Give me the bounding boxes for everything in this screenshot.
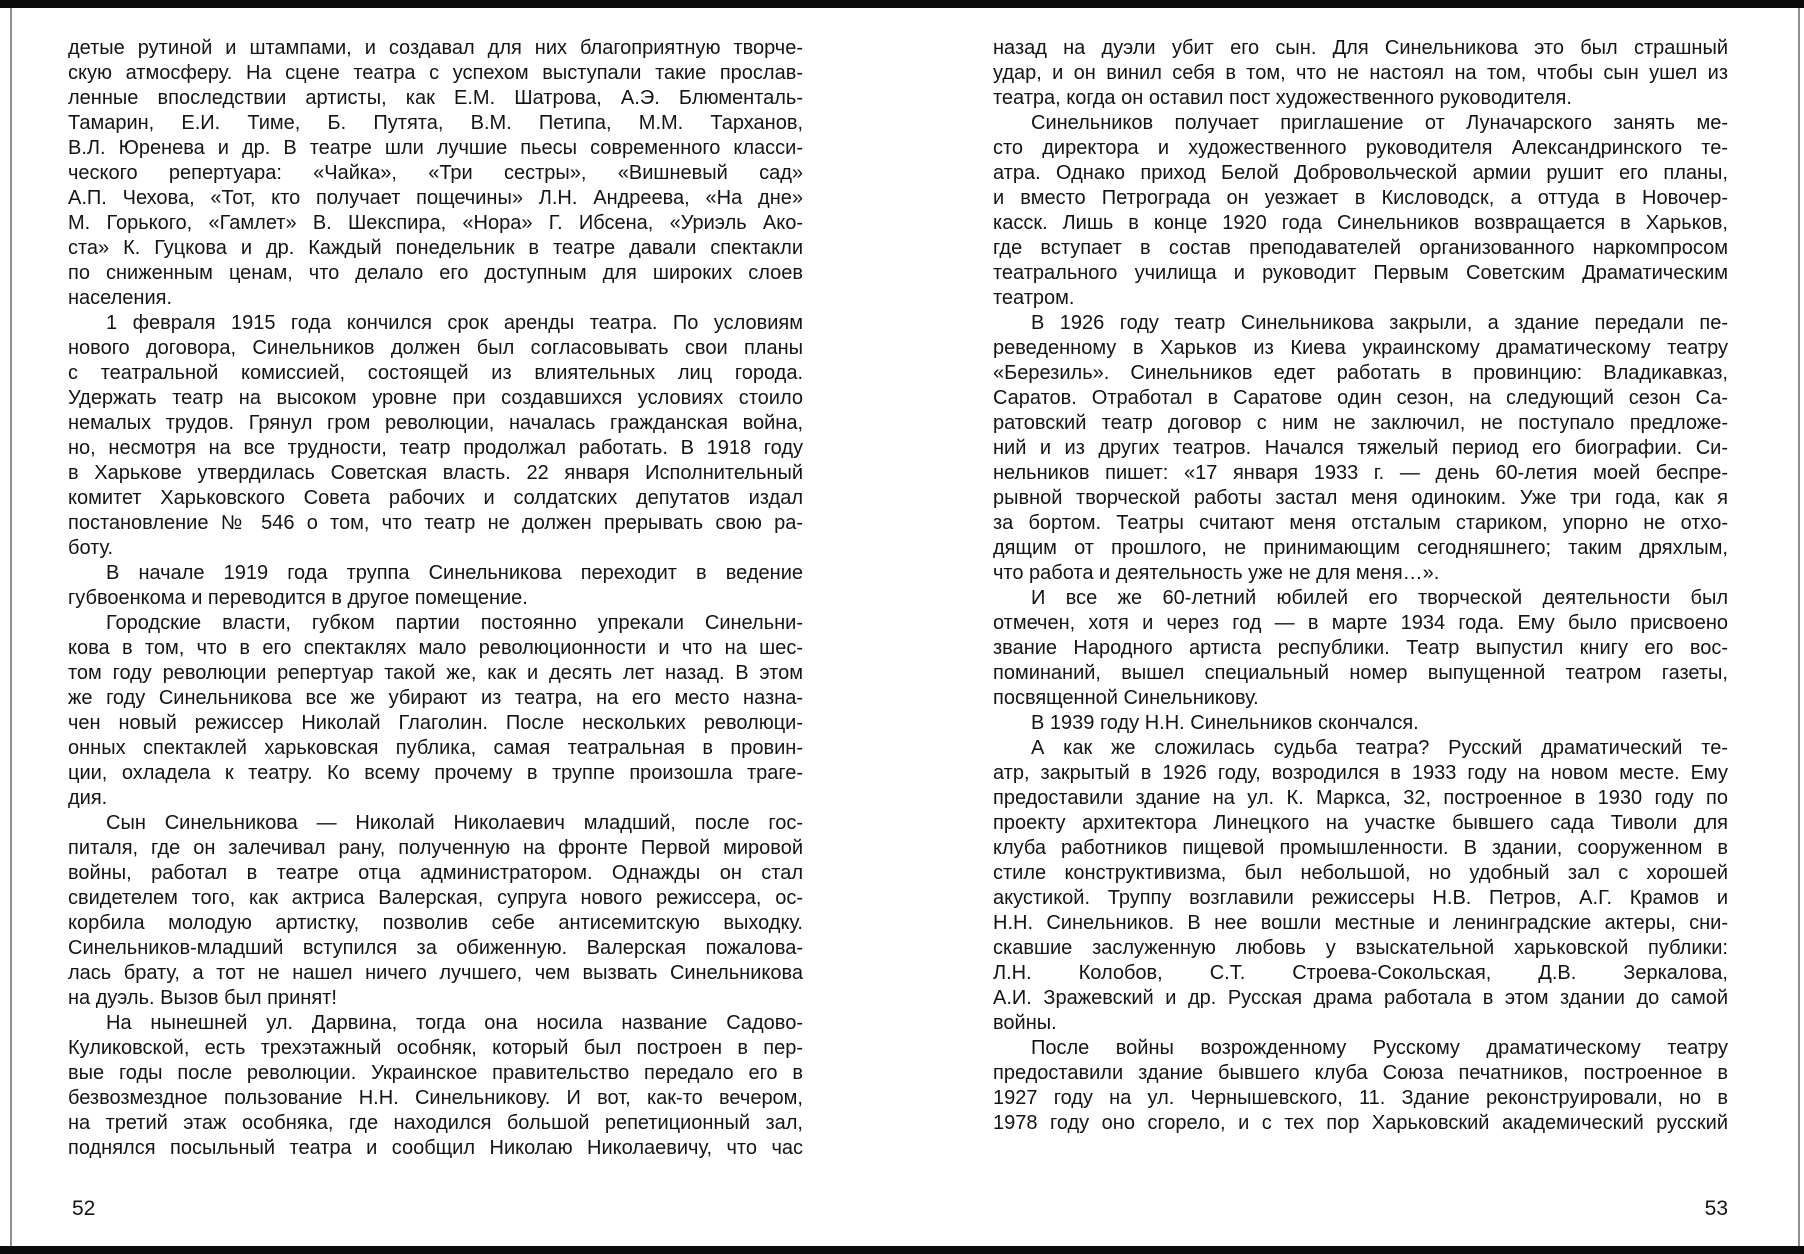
text-line: Куликовской, есть трехэтажный особняк, который был построен в пер- — [68, 1037, 803, 1059]
text-line: На нынешней ул. Дарвина, тогда она носила название Садово- — [106, 1012, 803, 1034]
text-line: В 1926 году театр Синельникова закрыли, а здание передали пе- — [1031, 312, 1728, 334]
text-line: нельников пишет: «17 января 1933 г. — день 60-летия моей беспре- — [993, 462, 1728, 484]
text-line: театрального училища и руководит Первым Советским Драматическим — [993, 262, 1728, 284]
text-line: звание Народного артиста республики. Театр выпустил книгу его вос- — [993, 637, 1728, 659]
text-line: немалых трудов. Грянул гром революции, началась гражданская война, — [68, 412, 803, 434]
text-line: ческого репертуара: «Чайка», «Три сестры», «Вишневый сад» — [68, 162, 803, 184]
text-line: Н.Н. Синельников. В нее вошли местные и ленинградские актеры, сни- — [993, 912, 1728, 934]
text-line: ний и из других театров. Начался тяжелый период его биографии. Си- — [993, 437, 1728, 459]
text-line: нового договора, Синельников должен был согласовывать свои планы — [68, 337, 803, 359]
text-line: войны. — [993, 1012, 1057, 1034]
text-line: Синельников получает приглашение от Луначарского занять ме- — [1031, 112, 1728, 134]
text-line: проекту архитектора Линецкого на участке бывшего сада Тиволи для — [993, 812, 1728, 834]
text-line: ленные впоследствии артисты, как Е.М. Шатрова, А.Э. Блюменталь- — [68, 87, 803, 109]
text-line: где вступает в состав преподавателей организованного наркомпросом — [993, 237, 1728, 259]
text-line: ратовский театр договор с ним не заключил, не поступало предложе- — [993, 412, 1728, 434]
text-line: реведенному в Харьков из Киева украинскому драматическому театру — [993, 337, 1728, 359]
text-line: А.И. Зражевский и др. Русская драма работала в этом здании до самой — [993, 987, 1728, 1009]
text-line: 1 февраля 1915 года кончился срок аренды театра. По условиям — [106, 312, 803, 334]
text-line: онных спектаклей харьковская публика, самая театральная в провин- — [68, 737, 803, 759]
text-line: Городские власти, губком партии постоянно упрекали Синельни- — [106, 612, 803, 634]
text-line: комитет Харьковского Совета рабочих и солдатских депутатов издал — [68, 487, 803, 509]
text-line: за бортом. Театры считают меня отсталым стариком, упорно не отхо- — [993, 512, 1728, 534]
page-left-text-column — [68, 36, 803, 1161]
text-line: Саратов. Отработал в Саратове один сезон, на следующий сезон Са- — [993, 387, 1728, 409]
text-line: посвященной Синельникову. — [993, 687, 1259, 709]
text-line: лась брату, а тот не нашел ничего лучшего, чем вызвать Синельникова — [68, 962, 803, 984]
text-line: корбила молодую артистку, позволив себе антисемитскую выходку. — [68, 912, 803, 934]
text-line: вые годы после революции. Украинское правительство передало его в — [68, 1062, 803, 1084]
text-line: боту. — [68, 537, 114, 559]
page-number-left: 52 — [72, 1197, 96, 1220]
text-line: 1927 году на ул. Чернышевского, 11. Здание реконструировали, но в — [993, 1087, 1728, 1109]
text-line: поднялся посыльный театра и сообщил Николаю Николаевичу, что час — [68, 1137, 803, 1159]
text-line: предоставили здание на ул. К. Маркса, 32, построенное в 1930 году по — [993, 787, 1728, 809]
text-line: атра. Однако приход Белой Добровольческой армии рушит его планы, — [993, 162, 1728, 184]
text-line: предоставили здание бывшего клуба Союза печатников, построенное в — [993, 1062, 1728, 1084]
text-line: на дуэль. Вызов был принят! — [68, 987, 337, 1009]
text-line: театром. — [993, 287, 1075, 309]
text-line: Л.Н. Колобов, С.Т. Строева-Сокольская, Д.В. Зеркалова, — [993, 962, 1728, 984]
text-line: губвоенкома и переводится в другое помещение. — [68, 587, 528, 609]
page-right-text-column — [993, 36, 1728, 1136]
text-line: и вместо Петрограда он уезжает в Кисловодск, а оттуда в Новочер- — [993, 187, 1728, 209]
text-line: 1978 году оно сгорело, и с тех пор Харьковский академический русский — [993, 1112, 1728, 1134]
text-line: безвозмездное пользование Н.Н. Синельникову. И вот, как-то вечером, — [68, 1087, 803, 1109]
scan-border-bottom — [0, 1246, 1804, 1254]
text-line: А.П. Чехова, «Тот, кто получает пощечины» Л.Н. Андреева, «На дне» — [68, 187, 803, 209]
text-line: «Березиль». Синельников едет работать в провинцию: Владикавказ, — [993, 362, 1728, 384]
text-line: скую атмосферу. На сцене театра с успехом выступали такие прослав- — [68, 62, 803, 84]
text-line: свидетелем того, как актриса Валерская, супруга нового режиссера, ос- — [68, 887, 803, 909]
text-line: Синельников-младший вступился за обиженную. Валерская пожалова- — [68, 937, 803, 959]
page-edge-line-left — [10, 8, 12, 1246]
text-line: поминаний, вышел специальный номер выпущенной театром газеты, — [993, 662, 1728, 684]
text-line: войны, работал в театре отца администратором. Однажды он стал — [68, 862, 803, 884]
text-line: Тамарин, Е.И. Тиме, Б. Путята, В.М. Петипа, М.М. Тарханов, — [68, 112, 803, 134]
text-line: с театральной комиссией, состоящей из влиятельных лиц города. — [68, 362, 803, 384]
text-line: кова в том, что в его спектаклях мало революционности и что на шес- — [68, 637, 803, 659]
text-line: дящим от прошлого, не принимающим сегодняшнего; таким дряхлым, — [993, 537, 1728, 559]
text-line: постановление № 546 о том, что театр не должен прерывать свою ра- — [68, 512, 803, 534]
text-line: атр, закрытый в 1926 году, возродился в 1933 году на новом месте. Ему — [993, 762, 1728, 784]
text-line: назад на дуэли убит его сын. Для Синельникова это был страшный — [993, 37, 1728, 59]
text-line: Сын Синельникова — Николай Николаевич младший, после гос- — [106, 812, 803, 834]
text-line: ста» К. Гуцкова и др. Каждый понедельник в театре давали спектакли — [68, 237, 803, 259]
text-line: После войны возрожденному Русскому драматическому театру — [1031, 1037, 1728, 1059]
text-line: что работа и деятельность уже не для меня…». — [993, 562, 1440, 584]
text-line: детые рутиной и штампами, и создавал для них благоприятную творче- — [68, 37, 803, 59]
text-line: ции, охладела к театру. Ко всему прочему в труппе произошла траге- — [68, 762, 803, 784]
text-line: дия. — [68, 787, 108, 809]
text-line: В.Л. Юренева и др. В театре шли лучшие пьесы современного класси- — [68, 137, 803, 159]
text-line: но, несмотря на все трудности, театр продолжал работать. В 1918 году — [68, 437, 803, 459]
text-line: стиле конструктивизма, был небольшой, но удобный зал с хорошей — [993, 862, 1728, 884]
text-line: по сниженным ценам, что делало его доступным для широких слоев — [68, 262, 803, 284]
text-line: акустикой. Труппу возглавили режиссеры Н.В. Петров, А.Г. Крамов и — [993, 887, 1728, 909]
text-line: питаля, где он залечивал рану, полученную на фронте Первой мировой — [68, 837, 803, 859]
text-line: театра, когда он оставил пост художественного руководителя. — [993, 87, 1572, 109]
page-edge-line-right — [1798, 8, 1800, 1246]
text-line: Удержать театр на высоком уровне при создавшихся условиях стоило — [68, 387, 803, 409]
text-line: А как же сложилась судьба театра? Русский драматический те- — [1031, 737, 1728, 759]
text-line: В 1939 году Н.Н. Синельников скончался. — [1031, 712, 1419, 734]
text-line: чен новый режиссер Николай Глаголин. После нескольких революци- — [68, 712, 803, 734]
text-line: удар, и он винил себя в том, что не настоял на том, чтобы сын ушел из — [993, 62, 1728, 84]
text-line: том году революции репертуар такой же, как и десять лет назад. В этом — [68, 662, 803, 684]
text-line: рывной творческой работы застал меня одиноким. Уже три года, как я — [993, 487, 1728, 509]
text-line: касск. Лишь в конце 1920 года Синельников возвращается в Харьков, — [993, 212, 1728, 234]
text-line: же году Синельникова все же убирают из театра, на его место назна- — [68, 687, 803, 709]
text-line: М. Горького, «Гамлет» В. Шекспира, «Нора» Г. Ибсена, «Уриэль Ако- — [68, 212, 803, 234]
text-line: сто директора и художественного руководителя Александринского те- — [993, 137, 1728, 159]
text-line: клуба работников пищевой промышленности. В здании, сооруженном в — [993, 837, 1728, 859]
scan-border-top — [0, 0, 1804, 8]
text-line: отмечен, хотя и через год — в марте 1934 года. Ему было присвоено — [993, 612, 1728, 634]
page-number-right: 53 — [1704, 1197, 1728, 1220]
text-line: на третий этаж особняка, где находился большой репетиционный зал, — [68, 1112, 803, 1134]
text-line: И все же 60-летний юбилей его творческой деятельности был — [1031, 587, 1728, 609]
text-line: скавшие заслуженную любовь у взыскательной харьковской публики: — [993, 937, 1728, 959]
text-line: населения. — [68, 287, 173, 309]
text-line: В начале 1919 года труппа Синельникова переходит в ведение — [106, 562, 803, 584]
text-line: в Харькове утвердилась Советская власть. 22 января Исполнительный — [68, 462, 803, 484]
